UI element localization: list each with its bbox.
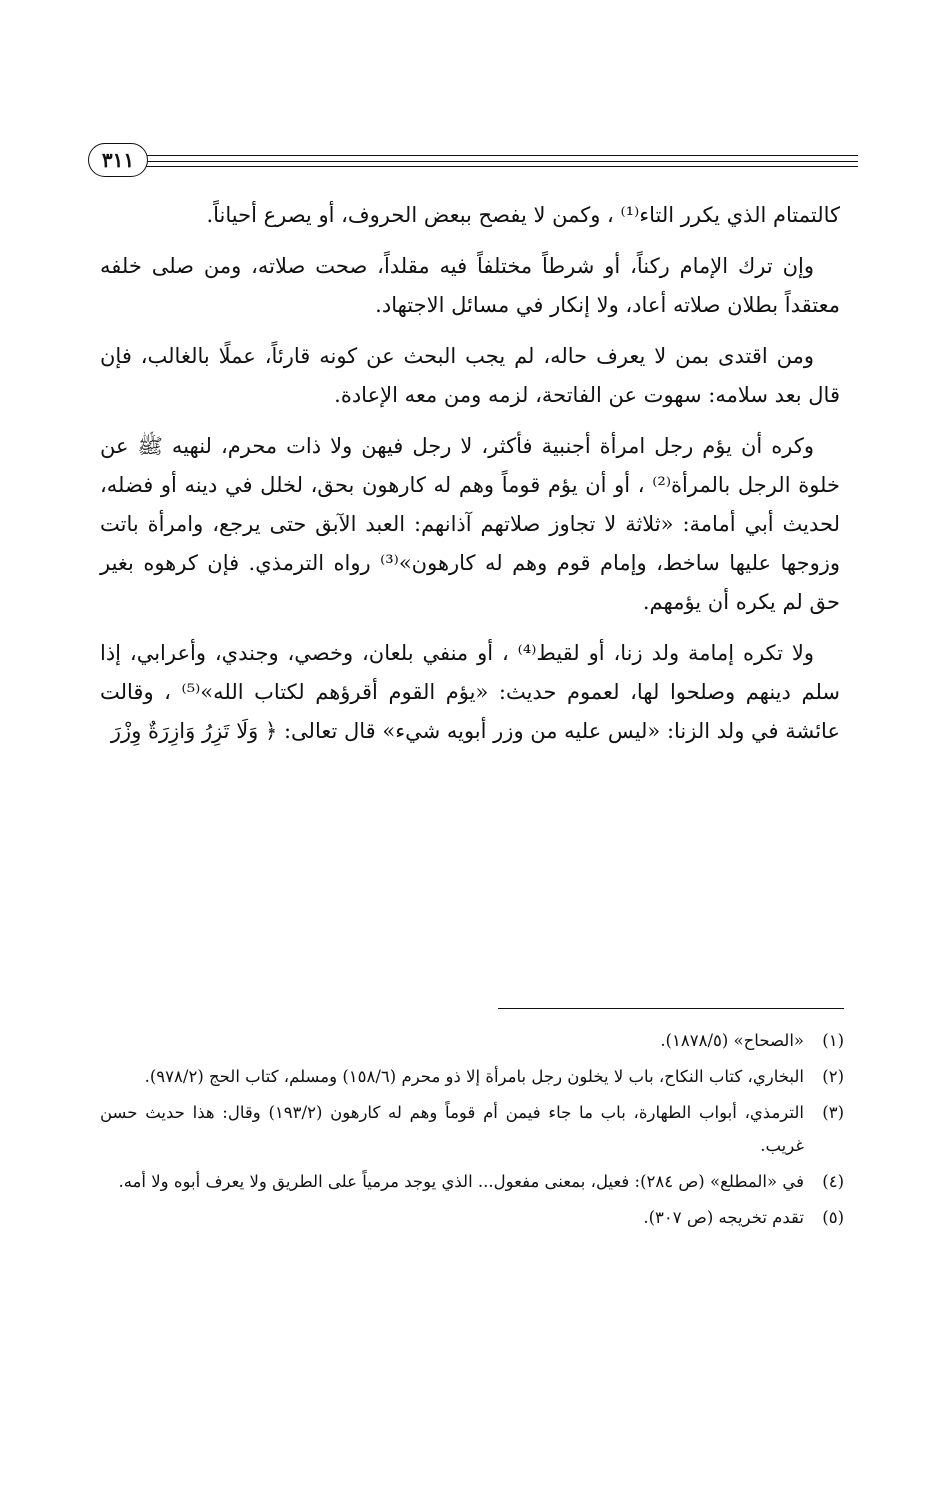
page-header: [88, 143, 858, 183]
footnote-text: «الصحاح» (١٨٧٨/٥).: [660, 1031, 804, 1050]
footnotes: [100, 1024, 844, 1237]
footnote: [100, 1060, 844, 1093]
header-rule: [144, 161, 858, 162]
footnote-text: تقدم تخريجه (ص ٣٠٧).: [643, 1208, 804, 1227]
main-text: [100, 196, 840, 763]
footnote-number: (٥): [822, 1208, 844, 1227]
footnote-text: البخاري، كتاب النكاح، باب لا يخلون رجل بامرأة إلا ذو محرم (١٥٨/٦) ومسلم، كتاب الحج (٩٧٨/٢).: [144, 1067, 804, 1086]
footnote-number: (٤): [822, 1172, 844, 1191]
footnote: [100, 1096, 844, 1162]
footnote-text: الترمذي، أبواب الطهارة، باب ما جاء فيمن أم قوماً وهم له كارهون (١٩٣/٢) وقال: هذا حديث حسن غريب.: [100, 1103, 804, 1155]
footnote-separator: [498, 1008, 844, 1009]
footnote: [100, 1165, 844, 1198]
paragraph: وكره أن يؤم رجل امرأة أجنبية فأكثر، لا رجل فيهن ولا ذات محرم، لنهيه ﷺ عن خلوة الرجل بالمرأة⁽²⁾ ، أو أن يؤم قوماً وهم له كارهون بحق، لخلل في دينه أو فضله، لحديث أبي أمامة: «ثلاثة لا تجاوز صلاتهم آذانهم: العبد الآبق حتى يرجع، وامرأة باتت وزوجها عليها ساخط، وإمام قوم وهم له كارهون»⁽³⁾ رواه الترمذي. فإن كرهوه بغير حق لم يكره أن يؤمهم.: [100, 434, 841, 614]
footnote-number: (٢): [822, 1067, 844, 1086]
paragraph: وإن ترك الإمام ركناً، أو شرطاً مختلفاً فيه مقلداً، صحت صلاته، ومن صلى خلفه معتقداً بطلان صلاته أعاد، ولا إنكار في مسائل الاجتهاد.: [100, 254, 840, 317]
footnote: [100, 1024, 844, 1057]
paragraph: ومن اقتدى بمن لا يعرف حاله، لم يجب البحث عن كونه قارئاً، عملًا بالغالب، فإن قال بعد سلامه: سهوت عن الفاتحة، لزمه ومن معه الإعادة.: [100, 344, 840, 407]
footnote-number: (١): [822, 1031, 844, 1050]
footnote-number: (٣): [822, 1103, 844, 1122]
footnote: [100, 1201, 844, 1234]
paragraph: ولا تكره إمامة ولد زنا، أو لقيط⁽⁴⁾ ، أو منفي بلعان، وخصي، وجندي، وأعرابي، إذا سلم دينهم وصلحوا لها، لعموم حديث: «يؤم القوم أقرؤهم لكتاب الله»⁽⁵⁾ ، وقالت عائشة في ولد الزنا: «ليس عليه من وزر أبويه شيء» قال تعالى: ﴿ وَلَا تَزِرُ وَازِرَةٌ وِزْرَ: [100, 641, 840, 743]
page-number: ٣١١: [88, 143, 148, 177]
paragraph: كالتمتام الذي يكرر التاء⁽¹⁾ ، وكمن لا يفصح ببعض الحروف، أو يصرع أحياناً.: [206, 203, 840, 227]
header-rule: [144, 166, 858, 167]
footnote-text: في «المطلع» (ص ٢٨٤): فعيل، بمعنى مفعول... الذي يوجد مرمياً على الطريق ولا يعرف أبوه ولا أمه.: [118, 1172, 804, 1191]
header-rule: [144, 155, 858, 156]
